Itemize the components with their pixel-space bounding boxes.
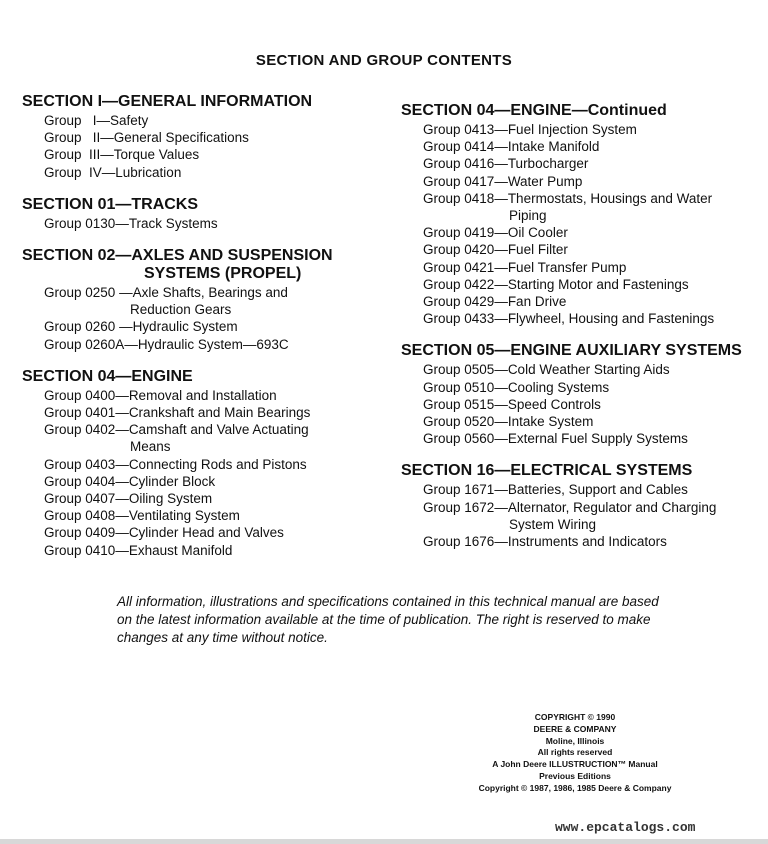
group-entry — [22, 473, 382, 490]
group-number: Group III — [44, 147, 101, 163]
group-title: —Thermostats, Housings and Water — [494, 190, 713, 206]
copyright-block — [450, 712, 700, 795]
group-number: Group 1672 — [423, 499, 495, 515]
group-number: Group I — [44, 113, 97, 128]
section-heading: SECTION I—GENERAL INFORMATION — [22, 93, 313, 110]
bottom-divider — [0, 839, 768, 844]
group-title: —Intake Manifold — [494, 139, 600, 155]
left-column — [22, 93, 382, 574]
group-title: —Hydraulic System—693C — [124, 336, 289, 352]
section-block — [401, 462, 761, 550]
copyright-line: DEERE & COMPANY — [533, 723, 617, 734]
group-number: Group 0260A — [44, 336, 125, 352]
group-number: Group 0421 — [423, 259, 495, 275]
group-entry — [401, 259, 761, 276]
group-entry — [401, 173, 761, 190]
group-title: —Cylinder Block — [115, 473, 216, 489]
section-block — [22, 93, 382, 181]
group-number: Group IV — [44, 164, 102, 180]
group-title: —Fuel Injection System — [494, 122, 637, 137]
group-title: —Safety — [96, 113, 149, 128]
group-title: —Cold Weather Starting Aids — [494, 362, 670, 378]
group-entry — [22, 507, 382, 524]
group-title: —General Specifications — [100, 130, 249, 146]
group-title-continued: Piping — [509, 208, 547, 224]
group-title: —Speed Controls — [494, 396, 601, 412]
group-number: Group 0413 — [423, 122, 495, 137]
group-number: Group 0409 — [44, 525, 116, 541]
group-title: —Crankshaft and Main Bearings — [115, 405, 311, 421]
group-number: Group 0404 — [44, 473, 116, 489]
group-entry — [401, 379, 761, 396]
disclaimer-notice: All information, illustrations and specifications contained in this technical manual are based on the latest information available at the time of publication. The right is reserved to make changes at any time without notice. — [117, 594, 659, 645]
group-number: Group 0417 — [423, 173, 495, 189]
group-title-continued: Means — [130, 439, 171, 455]
group-number: Group 1676 — [423, 534, 495, 550]
group-title-continued: System Wiring — [509, 516, 597, 532]
group-title: —Track Systems — [115, 215, 218, 231]
group-title: —Instruments and Indicators — [494, 534, 667, 550]
section-heading: SECTION 01—TRACKS — [22, 195, 199, 213]
group-title: —Alternator, Regulator and Charging — [494, 499, 717, 515]
section-block — [401, 102, 761, 327]
group-title: —External Fuel Supply Systems — [494, 431, 688, 447]
group-entry — [22, 524, 382, 541]
group-entry — [401, 224, 761, 241]
group-number: Group 0419 — [423, 225, 495, 241]
group-entry — [401, 310, 761, 327]
group-number: Group 0414 — [423, 139, 495, 155]
group-title: —Water Pump — [494, 173, 583, 189]
section-block — [401, 342, 761, 447]
group-title: —Exhaust Manifold — [115, 542, 233, 558]
group-title: —Lubrication — [101, 164, 182, 180]
right-column — [401, 102, 761, 565]
group-title: —Hydraulic System — [119, 319, 238, 335]
section-heading: SECTION 16—ELECTRICAL SYSTEMS — [401, 462, 693, 480]
group-title: —Cylinder Head and Valves — [115, 525, 284, 541]
group-entry — [401, 276, 761, 293]
group-number: Group II — [44, 130, 101, 146]
group-number: Group 0420 — [423, 242, 495, 258]
group-number: Group 0560 — [423, 431, 495, 447]
group-title: —Oil Cooler — [494, 225, 568, 241]
group-entry — [401, 499, 761, 533]
group-entry — [401, 361, 761, 378]
group-title: —Turbocharger — [494, 156, 589, 172]
group-entry — [22, 146, 382, 163]
group-number: Group 0401 — [44, 405, 116, 421]
group-entry — [22, 421, 382, 455]
group-number: Group 0429 — [423, 294, 495, 310]
group-number: Group 0260 — [44, 319, 120, 335]
copyright-line: Copyright © 1987, 1986, 1985 Deere & Company — [478, 782, 672, 793]
group-number: Group 1671 — [423, 482, 495, 498]
group-number: Group 0408 — [44, 508, 116, 524]
group-entry — [401, 155, 761, 172]
group-number: Group 0403 — [44, 456, 116, 472]
group-entry — [22, 387, 382, 404]
group-title: —Fuel Filter — [494, 242, 568, 258]
group-entry — [22, 164, 382, 181]
group-number: Group 0418 — [423, 190, 495, 206]
group-title: —Axle Shafts, Bearings and — [119, 285, 288, 301]
copyright-line: Previous Editions — [539, 770, 611, 781]
group-entry — [401, 533, 761, 550]
group-entry — [401, 430, 761, 447]
group-entry — [22, 490, 382, 507]
section-heading: SECTION 04—ENGINE — [22, 367, 193, 385]
group-number: Group 0402 — [44, 422, 116, 438]
group-entry — [22, 318, 382, 335]
group-entry — [22, 542, 382, 559]
group-title: —Camshaft and Valve Actuating — [115, 422, 309, 438]
group-number: Group 0410 — [44, 542, 116, 558]
group-entry — [401, 413, 761, 430]
copyright-line: All rights reserved — [537, 747, 613, 758]
page-title: SECTION AND GROUP CONTENTS — [255, 52, 513, 69]
group-number: Group 0416 — [423, 156, 495, 172]
group-number: Group 0520 — [423, 414, 495, 430]
group-entry — [401, 241, 761, 258]
section-block — [22, 247, 382, 353]
group-number: Group 0505 — [423, 362, 495, 378]
group-title: —Batteries, Support and Cables — [494, 482, 688, 498]
group-title: —Ventilating System — [115, 508, 240, 524]
group-title: —Fan Drive — [494, 294, 567, 310]
section-block — [22, 196, 382, 232]
group-number: Group 0510 — [423, 379, 495, 395]
footer-url-link[interactable]: www.epcatalogs.com — [555, 820, 696, 835]
group-number: Group 0407 — [44, 491, 116, 507]
group-entry — [22, 404, 382, 421]
section-heading: SECTION 04—ENGINE—Continued — [401, 102, 667, 119]
group-entry — [401, 396, 761, 413]
group-entry — [22, 129, 382, 146]
group-number: Group 0250 — [44, 285, 120, 301]
group-number: Group 0130 — [44, 215, 116, 231]
copyright-line: Moline, Illinois — [545, 735, 605, 746]
group-number: Group 0400 — [44, 387, 116, 403]
group-title: —Fuel Transfer Pump — [494, 259, 627, 275]
group-title: —Torque Values — [100, 147, 200, 163]
group-title: —Cooling Systems — [494, 379, 610, 395]
group-entry — [401, 293, 761, 310]
group-title: —Removal and Installation — [115, 387, 277, 403]
copyright-line: A John Deere ILLUSTRUCTION™ Manual — [492, 759, 658, 770]
group-title: —Flywheel, Housing and Fastenings — [494, 311, 715, 327]
group-entry — [22, 456, 382, 473]
group-number: Group 0515 — [423, 396, 495, 412]
group-title: —Starting Motor and Fastenings — [494, 276, 689, 292]
group-title-continued: Reduction Gears — [130, 302, 232, 318]
section-heading: SECTION 02—AXLES AND SUSPENSION SYSTEMS (PROPEL) — [22, 247, 333, 283]
group-entry — [22, 336, 382, 353]
copyright-line: COPYRIGHT © 1990 — [534, 712, 616, 722]
group-entry — [401, 138, 761, 155]
group-entry — [22, 284, 382, 318]
group-number: Group 0433 — [423, 311, 495, 327]
group-entry — [22, 112, 382, 129]
section-block — [22, 368, 382, 559]
group-title: —Intake System — [494, 414, 594, 430]
section-heading: SECTION 05—ENGINE AUXILIARY SYSTEMS — [401, 342, 742, 360]
group-title: —Oiling System — [115, 491, 213, 507]
group-entry — [401, 121, 761, 138]
group-entry — [22, 215, 382, 232]
group-number: Group 0422 — [423, 276, 495, 292]
group-entry — [401, 190, 761, 224]
group-title: —Connecting Rods and Pistons — [115, 456, 307, 472]
group-entry — [401, 481, 761, 498]
